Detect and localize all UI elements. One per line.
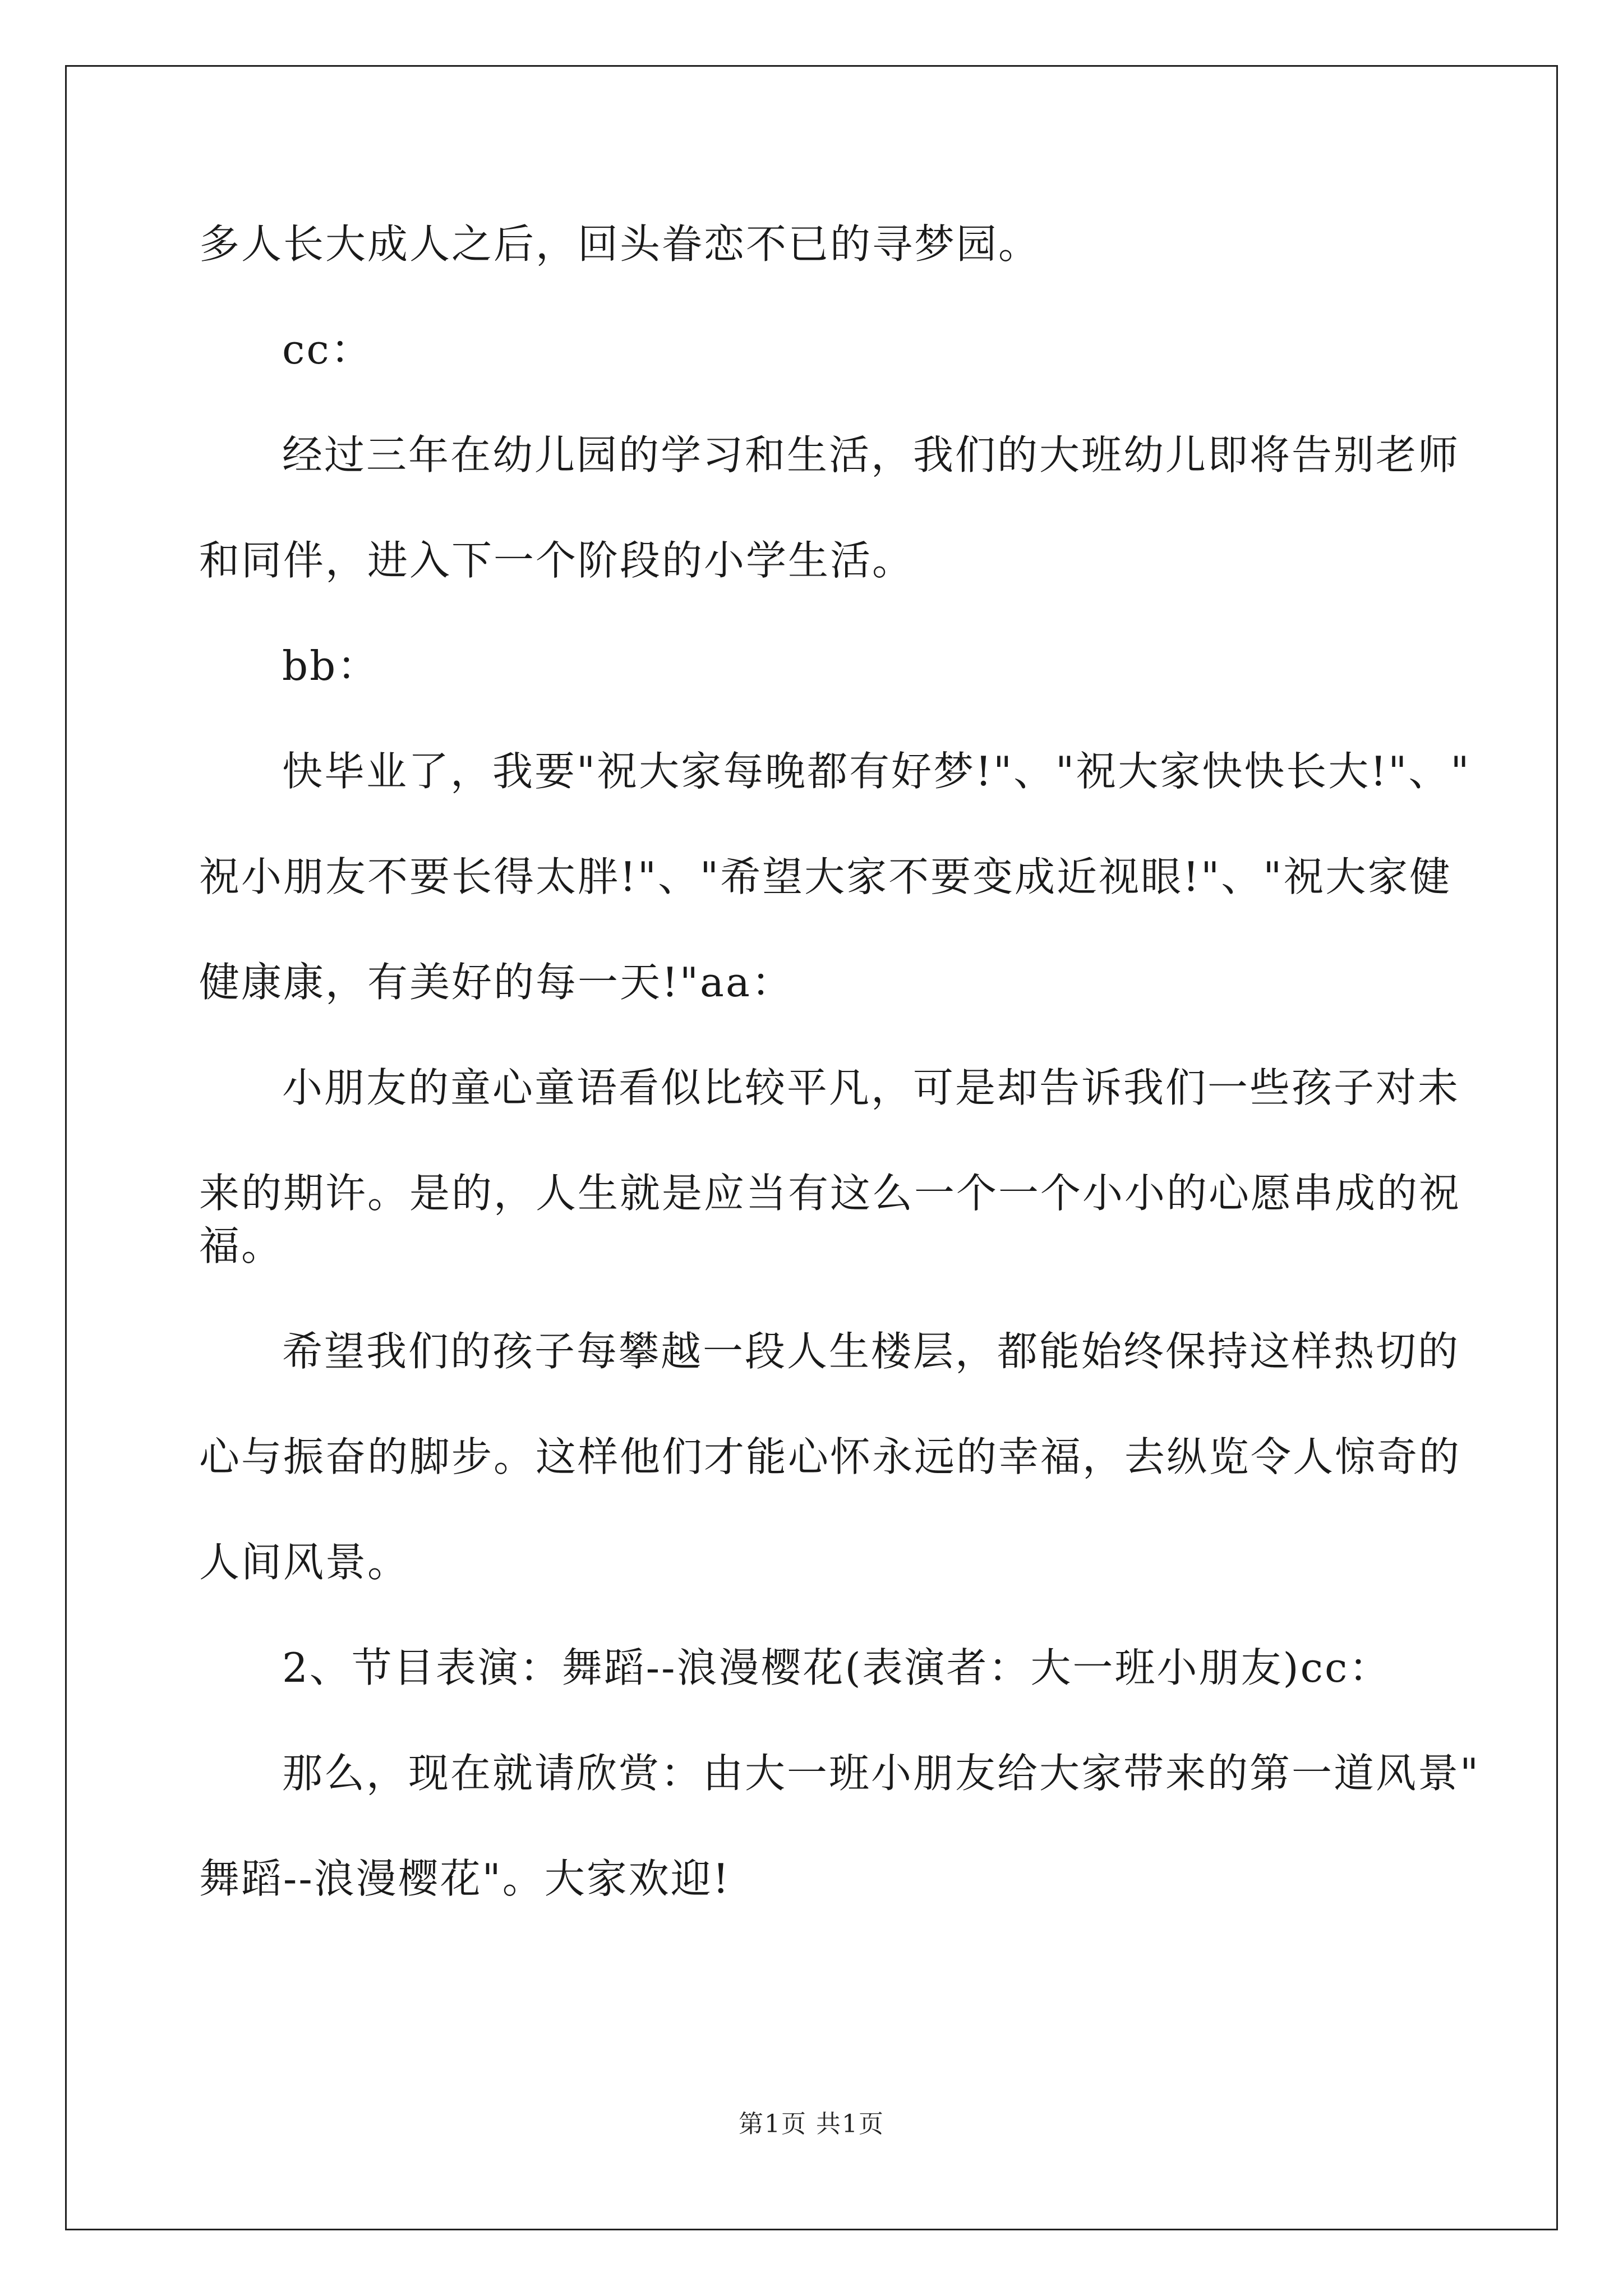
text-line: 舞蹈--浪漫樱花"。大家欢迎! bbox=[199, 1855, 731, 1902]
text-line: 希望我们的孩子每攀越一段人生楼层，都能始终保持这样热切的 bbox=[282, 1328, 1460, 1375]
section-heading: 2、节目表演：舞蹈--浪漫樱花(表演者：大一班小朋友)cc： bbox=[282, 1644, 1391, 1691]
text-line: 经过三年在幼儿园的学习和生活，我们的大班幼儿即将告别老师 bbox=[282, 431, 1460, 478]
speaker-label: cc： bbox=[282, 326, 373, 373]
text-line: 心与振奋的脚步。这样他们才能心怀永远的幸福，去纵览令人惊奇的 bbox=[199, 1433, 1461, 1480]
text-line: 和同伴，进入下一个阶段的小学生活。 bbox=[199, 537, 915, 584]
text-line: 祝小朋友不要长得太胖!"、"希望大家不要变成近视眼!"、"祝大家健 bbox=[199, 853, 1452, 900]
text-line: 健康康，有美好的每一天!"aa： bbox=[199, 959, 794, 1006]
document-body bbox=[199, 218, 1481, 1905]
speaker-label: bb： bbox=[282, 642, 380, 689]
text-line: 快毕业了，我要"祝大家每晚都有好梦!"、"祝大家快快长大!"、" bbox=[282, 748, 1471, 795]
text-line: 多人长大成人之后，回头眷恋不已的寻梦园。 bbox=[199, 220, 1041, 268]
text-line: 来的期许。是的，人生就是应当有这么一个一个小小的心愿串成的祝 bbox=[199, 1170, 1461, 1217]
page-footer: 第1页 共1页 bbox=[739, 2110, 884, 2138]
text-line: 那么，现在就请欣赏：由大一班小朋友给大家带来的第一道风景" bbox=[282, 1750, 1481, 1797]
text-line: 福。 bbox=[199, 1222, 284, 1269]
text-line: 小朋友的童心童语看似比较平凡，可是却告诉我们一些孩子对未 bbox=[282, 1064, 1460, 1111]
text-line: 人间风景。 bbox=[199, 1539, 410, 1586]
